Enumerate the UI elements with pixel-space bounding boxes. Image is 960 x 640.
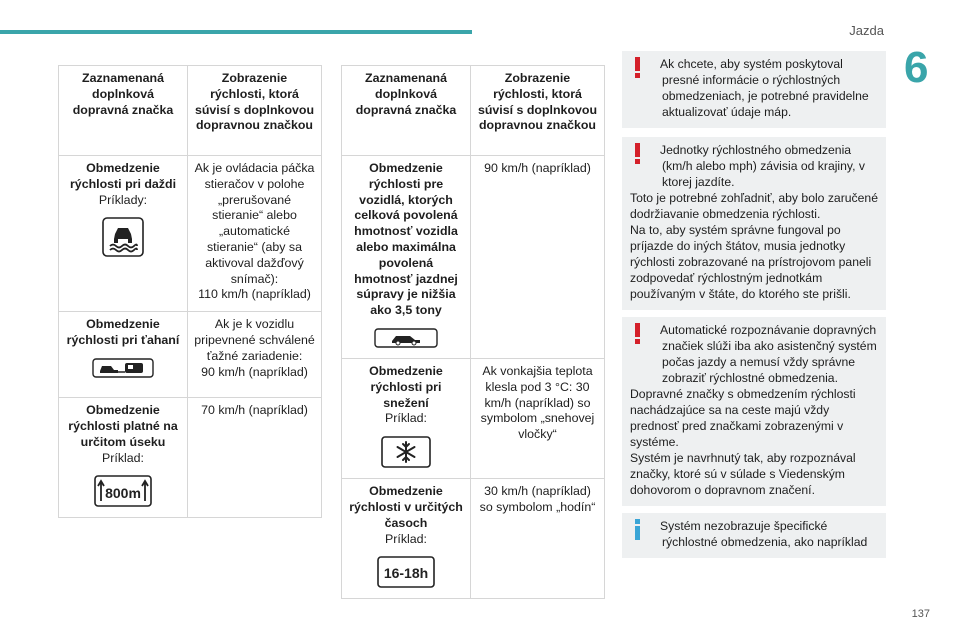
chapter-number: 6 [904, 43, 929, 92]
row-speed-value: 30 km/h (napríklad) so symbolom „hodín“ [479, 484, 596, 514]
info-note-specific-limits [622, 513, 886, 558]
table-header-cell: Zaznamenaná doplnková dopravná značka [342, 66, 471, 156]
table-cell-sign [59, 156, 188, 312]
warning-note-recognition [622, 317, 886, 506]
row-subtitle: Príklad: [384, 411, 427, 426]
wet-road-sign-icon [65, 217, 181, 257]
warning-icon [635, 323, 641, 343]
table-cell-value [188, 312, 322, 398]
snowflake-sign-icon [348, 436, 464, 468]
time-range-sign-icon [348, 556, 464, 588]
table-header-cell: Zobrazenie rýchlosti, ktorá súvisí s doplnkovou dopravnou značkou [471, 66, 605, 156]
table-cell-sign [342, 156, 471, 359]
row-description: Ak je k vozidlu pripevnené schválené ťažné zariadenie: [194, 317, 315, 363]
row-subtitle: Príklad: [384, 531, 427, 546]
distance-sign-icon [65, 475, 181, 507]
car-with-caravan-sign-icon [65, 358, 181, 378]
table-header-row [342, 66, 605, 156]
table-cell-value [188, 156, 322, 312]
table-row [342, 156, 605, 359]
page-number: 137 [911, 608, 930, 620]
row-speed-value: Ak vonkajšia teplota klesla pod 3 °C: 30 km/h (napríklad) so symbolom „snehovej vločky“ [480, 363, 595, 442]
row-title: Obmedzenie rýchlosti platné na určitom úseku [68, 403, 178, 449]
header-accent-bar [0, 30, 472, 34]
table-cell-sign [342, 479, 471, 599]
table-row [59, 398, 322, 518]
table-cell-value [471, 156, 605, 359]
table-header-row [59, 66, 322, 156]
sign-table-left [58, 65, 322, 518]
row-title: Obmedzenie rýchlosti pri snežení [369, 363, 443, 410]
table-cell-value [471, 358, 605, 478]
warning-icon [635, 57, 641, 77]
row-title: Obmedzenie rýchlosti pri ťahaní [66, 317, 180, 347]
table-row [342, 479, 605, 599]
info-icon [635, 519, 641, 539]
table-header-cell: Zaznamenaná doplnková dopravná značka [59, 66, 188, 156]
row-title: Obmedzenie rýchlosti v určitých časoch [349, 484, 463, 530]
distance-sign-label: 800m [105, 485, 141, 502]
table-row [59, 312, 322, 398]
table-cell-sign [59, 312, 188, 398]
row-speed-value: 110 km/h (napríklad) [198, 287, 311, 302]
note-text: Na to, aby systém správne fungoval po príjazde do iných štátov, musia jednotky rýchlosti zobrazované na prístrojovom paneli zodpovedať rýchlostným jednotkám používaným v štáte, do ktorého ste prišli. [630, 223, 872, 301]
table-header-cell: Zobrazenie rýchlosti, ktorá súvisí s doplnkovou dopravnou značkou [188, 66, 322, 156]
row-title: Obmedzenie rýchlosti pre vozidlá, ktorých celková povolená hmotnosť vozidla alebo maximálna povolená hmotnosť jazdnej súpravy je nižšia ako 3,5 tony [354, 161, 458, 318]
warning-note-map-update [622, 51, 886, 128]
note-text: Systém nezobrazuje špecifické rýchlostné obmedzenia, ako napríklad [660, 519, 868, 549]
note-text: Systém je navrhnutý tak, aby rozpoznával značky, ktoré sú v súlade s Viedenským dohovorom o dopravnom značení. [630, 451, 856, 497]
car-sign-icon [348, 328, 464, 348]
warning-note-speed-units [622, 137, 886, 310]
time-sign-label: 16-18h [383, 565, 429, 582]
table-cell-sign [342, 358, 471, 478]
table-cell-value [188, 398, 322, 518]
note-text: Jednotky rýchlostného obmedzenia (km/h alebo mph) závisia od krajiny, v ktorej jazdíte. [660, 143, 865, 189]
row-description: Ak je ovládacia páčka stieračov v polohe „prerušované stieranie“ alebo „automatické stieranie“ (aby sa aktivoval dažďový snímač): [194, 161, 315, 286]
row-title: Obmedzenie rýchlosti pri daždi [69, 161, 177, 191]
row-speed-value: 70 km/h (napríklad) [201, 403, 308, 418]
sign-table-right [341, 65, 605, 599]
row-subtitle: Príklad: [101, 450, 144, 465]
note-text: Toto je potrebné zohľadniť, aby bolo zaručené dodržiavanie obmedzenia rýchlosti. [630, 191, 878, 221]
row-speed-value: 90 km/h (napríklad) [484, 161, 591, 175]
row-speed-value: 90 km/h (napríklad) [201, 364, 308, 379]
table-row [59, 156, 322, 312]
section-title: Jazda [849, 23, 884, 38]
row-subtitle: Príklady: [98, 192, 148, 207]
table-cell-sign [59, 398, 188, 518]
note-text: Automatické rozpoznávanie dopravných značiek slúži iba ako asistenčný systém počas jazdy a nemusí vždy správne zobraziť rýchlostné obmedzenia. [660, 323, 877, 385]
note-text: Ak chcete, aby systém poskytoval presné informácie o rýchlostných obmedzeniach, je potrebné pravidelne aktualizovať údaje máp. [660, 57, 869, 119]
table-row [342, 358, 605, 478]
table-cell-value [471, 479, 605, 599]
warning-icon [635, 143, 641, 163]
note-text: Dopravné značky s obmedzením rýchlosti nachádzajúce sa na ceste majú vždy prednosť pred značkami zobrazenými v systéme. [630, 387, 856, 449]
